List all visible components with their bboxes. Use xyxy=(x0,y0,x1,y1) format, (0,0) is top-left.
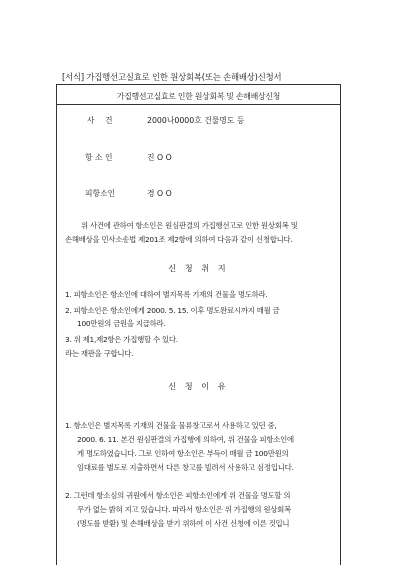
purpose-line-4: 3. 위 제1,제2항은 가집행할 수 있다. xyxy=(65,335,178,344)
reason-heading: 신 청 이 유 xyxy=(168,381,229,391)
intro-line-2: 손해배상을 민사소송법 제201조 제2항에 의하여 다음과 같이 신청합니다. xyxy=(65,235,293,244)
case-label: 사 건 xyxy=(87,116,117,125)
reason-line-3: 게 명도하였습니다. 그로 인하여 항소인은 부득이 매월 금 100만원의 xyxy=(77,449,289,458)
purpose-line-5: 라는 재판을 구합니다. xyxy=(65,349,134,358)
document-frame xyxy=(56,84,341,565)
reason-line-5: 2. 그런데 항소심의 귀원에서 항소인은 피항소인에게 위 건물을 명도할 의 xyxy=(65,491,291,500)
reason-line-7: (명도를 받환) 및 손해배상을 받기 위하여 이 사건 신청에 이른 것입니 xyxy=(77,519,290,528)
reason-line-6: 무가 없는 밝혀 지고 있습니다. 따라서 항소인은 위 가집행의 원상회복 xyxy=(77,505,291,514)
purpose-line-3: 100만원의 금원을 지급하라. xyxy=(77,319,166,328)
reason-line-2: 2000. 6. 11. 본건 원심판결의 가집행에 의하여, 위 건물을 피항소인에 xyxy=(77,435,294,444)
purpose-line-2: 2. 피항소인은 항소인에게 2000. 5. 15. 이후 명도완료시까지 매월 금 xyxy=(65,306,280,315)
purpose-heading: 신 청 취 지 xyxy=(168,263,229,273)
case-value: 2000나0000호 건물명도 등 xyxy=(147,116,245,125)
purpose-line-1: 1. 피항소인은 항소인에 대하여 별지목록 기재의 건물을 명도하라. xyxy=(65,290,268,299)
intro-line-1: 위 사건에 관하여 항소인은 원심판결의 가집행선고로 인한 원상회복 및 xyxy=(81,221,298,230)
respondent-label: 피항소인 xyxy=(85,189,116,198)
form-caption: [서식] 가집행선고실효로 인한 원상회복(또는 손해배상)신청서 xyxy=(62,72,282,82)
respondent-value: 경 O O xyxy=(147,189,172,198)
document-title: 가집행선고실효로 인한 원상회복 및 손해배상신청 xyxy=(116,92,281,101)
reason-line-1: 1. 항소인은 별지목록 기재의 건물을 물류창고로서 사용하고 있던 중, xyxy=(65,421,277,430)
title-divider xyxy=(57,104,340,105)
applicant-label: 항 소 인 xyxy=(85,153,113,162)
applicant-value: 진 O O xyxy=(147,153,172,162)
reason-line-4: 임대료를 별도로 지출하면서 다른 창고를 빌려서 사용하고 심정입니다. xyxy=(77,463,294,472)
